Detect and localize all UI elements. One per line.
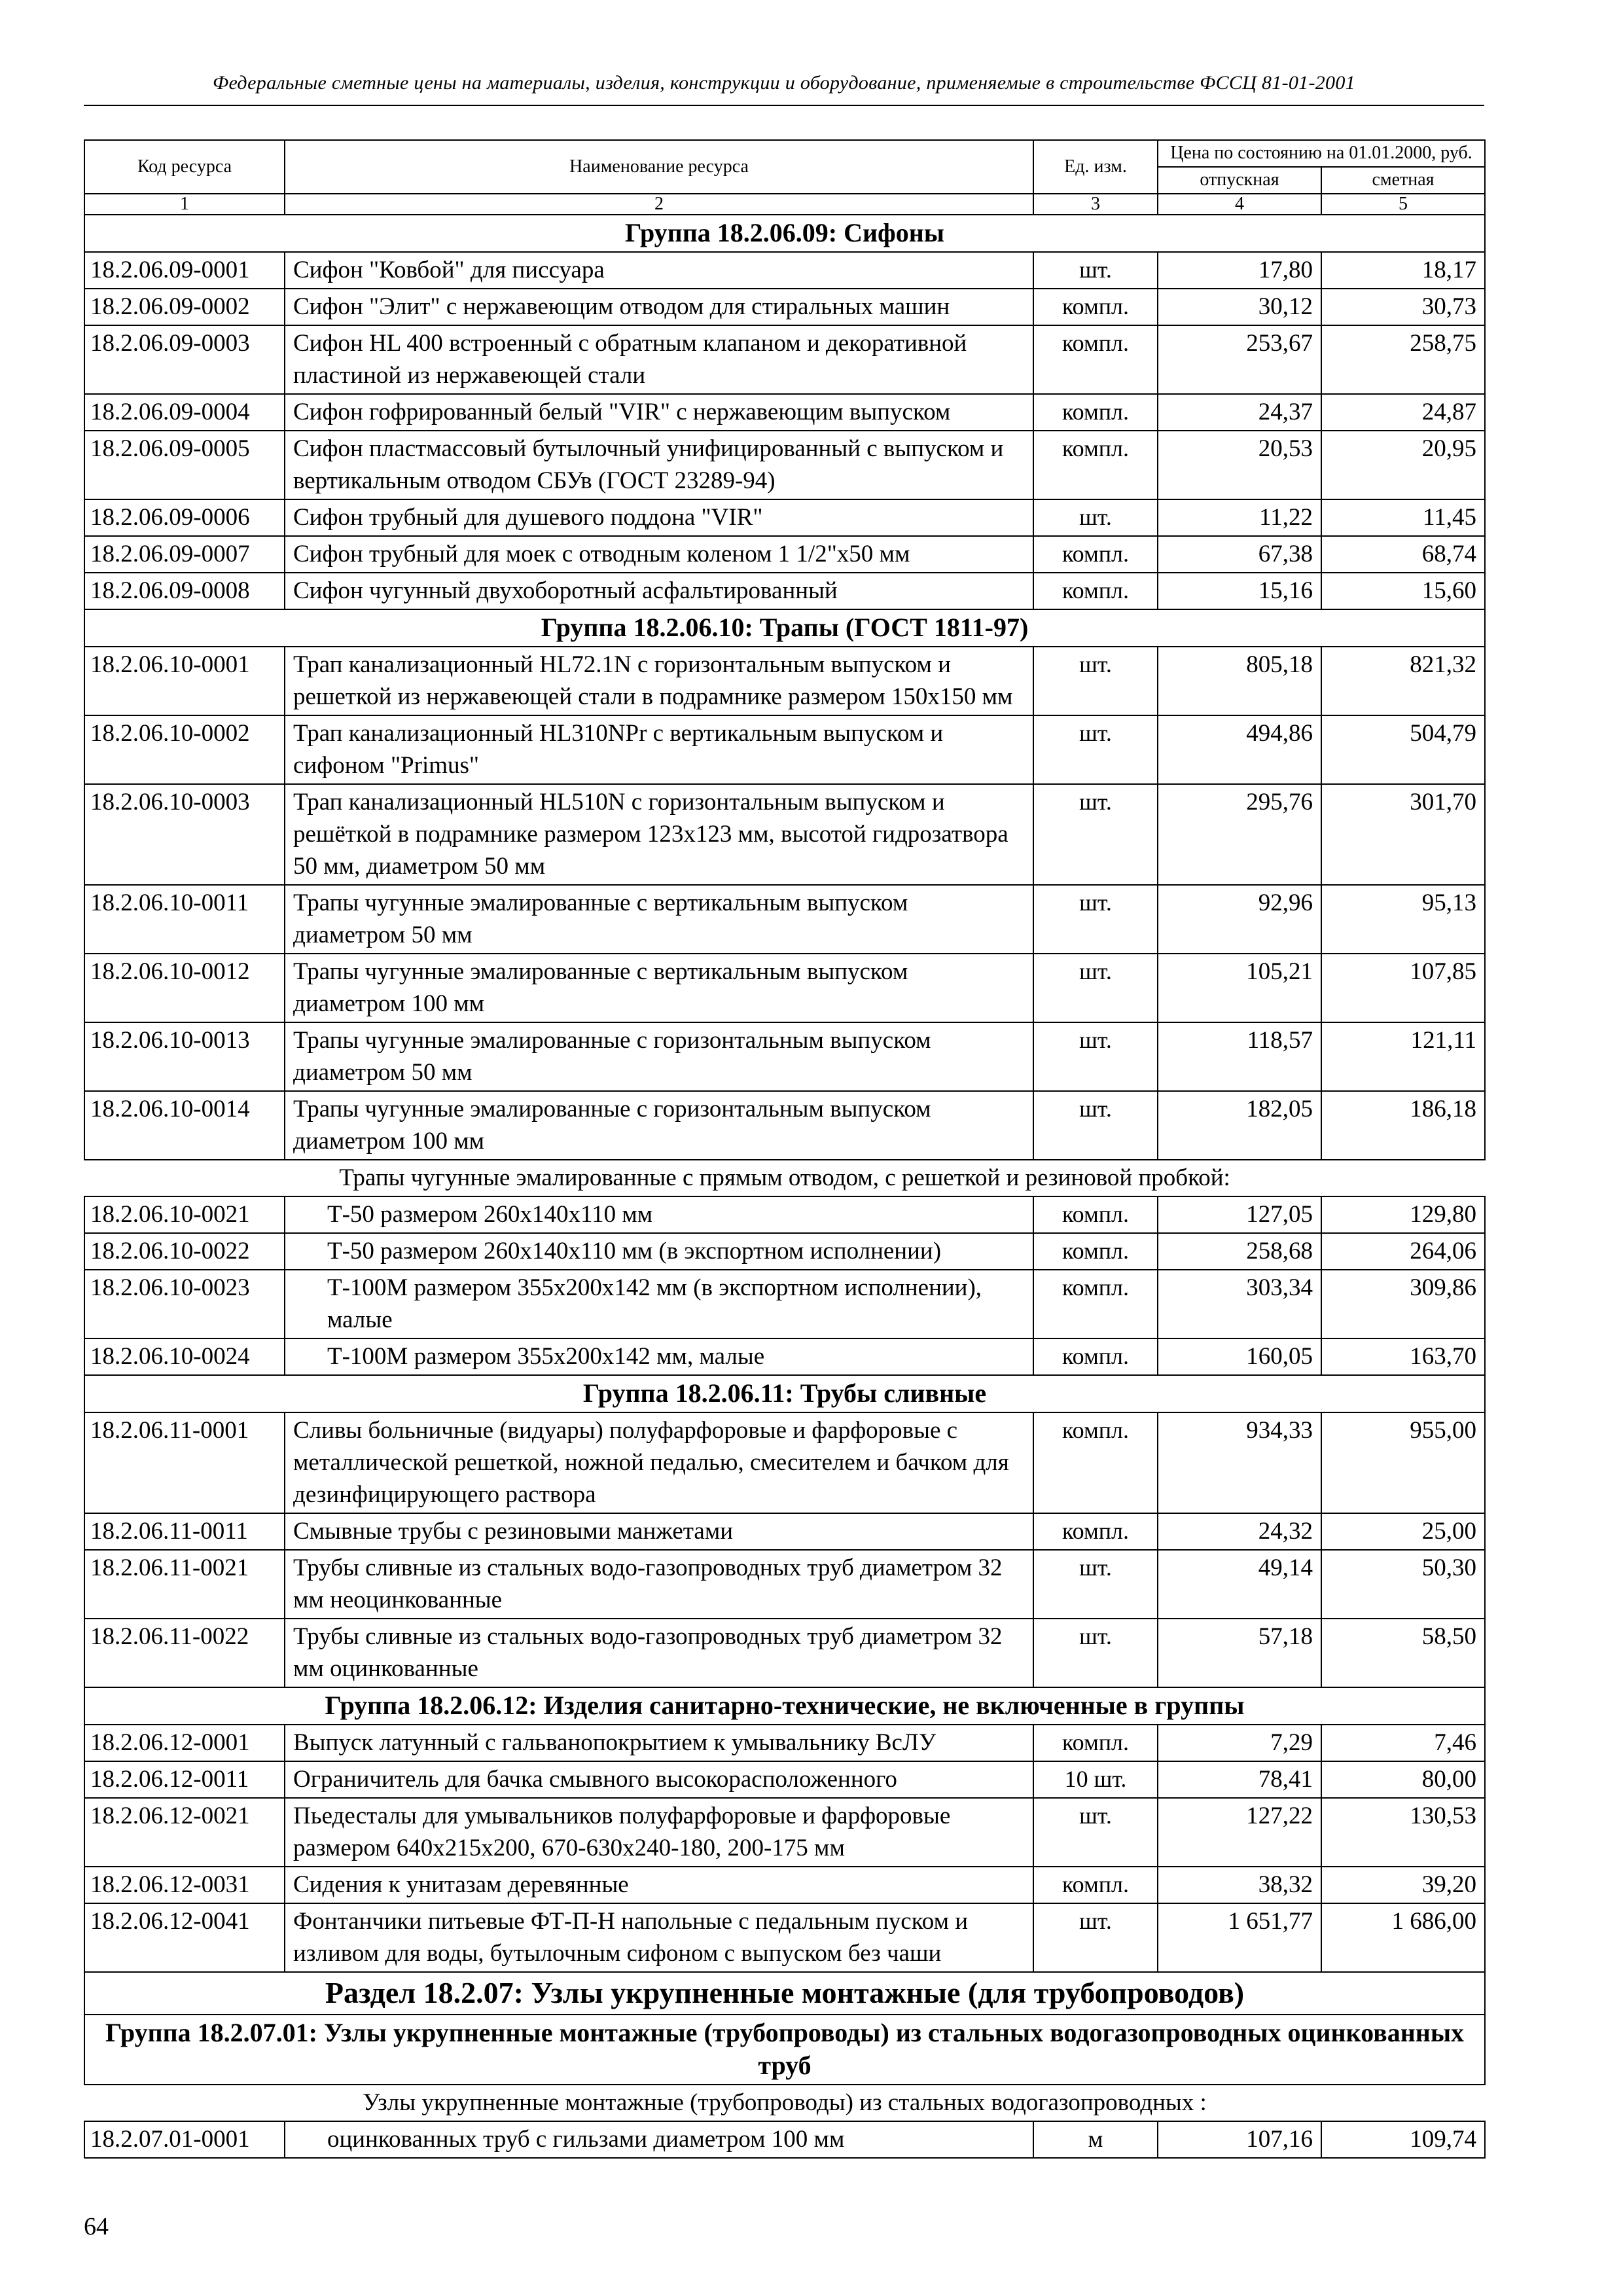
table-row: [84, 1022, 1485, 1091]
estimate-price: 1 686,00: [1321, 1903, 1485, 1972]
release-price: 1 651,77: [1158, 1903, 1321, 1972]
table-row: [84, 252, 1485, 289]
resource-name: Трапы чугунные эмалированные с горизонтальным выпуском диаметром 50 мм: [285, 1022, 1033, 1091]
release-price: 107,16: [1158, 2121, 1321, 2158]
resource-name: Т-100М размером 355х200х142 мм (в экспортном исполнении), малые: [285, 1270, 1033, 1338]
release-price: 92,96: [1158, 885, 1321, 954]
resource-unit: м: [1033, 2121, 1158, 2158]
resource-code: 18.2.06.10-0014: [84, 1091, 285, 1160]
estimate-price: 309,86: [1321, 1270, 1485, 1338]
release-price: 303,34: [1158, 1270, 1321, 1338]
resource-name: Сифон гофрированный белый "VIR" с нержавеющим выпуском: [285, 394, 1033, 431]
resource-name: Сифон трубный для душевого поддона "VIR": [285, 499, 1033, 536]
subgroup-note-row: [84, 2085, 1485, 2121]
page-number: 64: [84, 2213, 109, 2240]
release-price: 17,80: [1158, 252, 1321, 289]
estimate-price: 955,00: [1321, 1412, 1485, 1513]
header-rule: [84, 105, 1484, 106]
resource-code: 18.2.06.12-0001: [84, 1725, 285, 1761]
table-row: [84, 499, 1485, 536]
release-price: 253,67: [1158, 325, 1321, 394]
resource-name: Трап канализационный HL510N с горизонтальным выпуском и решёткой в подрамнике размером 123х123 мм, высотой гидрозатвора 50 мм, диаметром 50 мм: [285, 784, 1033, 885]
resource-name: Сифон "Ковбой" для писсуара: [285, 252, 1033, 289]
estimate-price: 58,50: [1321, 1619, 1485, 1687]
resource-code: 18.2.06.10-0021: [84, 1196, 285, 1233]
table-row: [84, 1867, 1485, 1903]
release-price: 295,76: [1158, 784, 1321, 885]
table-row: [84, 1761, 1485, 1798]
resource-code: 18.2.07.01-0001: [84, 2121, 285, 2158]
resource-unit: компл.: [1033, 1338, 1158, 1375]
resource-name: Пьедесталы для умывальников полуфарфоровые и фарфоровые размером 640х215х200, 670-630х240-180, 200-175 мм: [285, 1798, 1033, 1867]
resource-unit: компл.: [1033, 1270, 1158, 1338]
table-row: [84, 1903, 1485, 1972]
release-price: 127,05: [1158, 1196, 1321, 1233]
subgroup-note: Трапы чугунные эмалированные с прямым отводом, с решеткой и резиновой пробкой:: [84, 1160, 1485, 1196]
subgroup-note-row: [84, 1160, 1485, 1196]
resource-unit: компл.: [1033, 289, 1158, 325]
group-title: Группа 18.2.06.10: Трапы (ГОСТ 1811-97): [84, 609, 1485, 647]
group-title-row: [84, 1687, 1485, 1725]
resource-unit: компл.: [1033, 431, 1158, 499]
estimate-price: 24,87: [1321, 394, 1485, 431]
table-row: [84, 1725, 1485, 1761]
resource-unit: шт.: [1033, 885, 1158, 954]
resource-unit: шт.: [1033, 1798, 1158, 1867]
estimate-price: 68,74: [1321, 536, 1485, 573]
resource-code: 18.2.06.12-0021: [84, 1798, 285, 1867]
resource-code: 18.2.06.10-0003: [84, 784, 285, 885]
table-row: [84, 431, 1485, 499]
table-row: [84, 1798, 1485, 1867]
resource-name: Трап канализационный HL310NPr с вертикальным выпуском и сифоном "Primus": [285, 715, 1033, 784]
table-row: [84, 2121, 1485, 2158]
table-row: [84, 1091, 1485, 1160]
resource-unit: шт.: [1033, 647, 1158, 715]
estimate-price: 30,73: [1321, 289, 1485, 325]
resource-name: Сифон пластмассовый бутылочный унифицированный с выпуском и вертикальным отводом СБУв (ГОСТ 23289-94): [285, 431, 1033, 499]
resource-code: 18.2.06.09-0001: [84, 252, 285, 289]
release-price: 11,22: [1158, 499, 1321, 536]
table-row: [84, 394, 1485, 431]
group-title: Группа 18.2.06.12: Изделия санитарно-технические, не включенные в группы: [84, 1687, 1485, 1725]
estimate-price: 186,18: [1321, 1091, 1485, 1160]
resource-unit: шт.: [1033, 1903, 1158, 1972]
table-row: [84, 325, 1485, 394]
estimate-price: 50,30: [1321, 1550, 1485, 1619]
resource-unit: компл.: [1033, 536, 1158, 573]
header-unit: Ед. изм.: [1033, 140, 1158, 194]
release-price: 78,41: [1158, 1761, 1321, 1798]
estimate-price: 504,79: [1321, 715, 1485, 784]
resource-name: Сифон "Элит" с нержавеющим отводом для стиральных машин: [285, 289, 1033, 325]
column-number: 2: [285, 194, 1033, 215]
resource-code: 18.2.06.09-0007: [84, 536, 285, 573]
release-price: 258,68: [1158, 1233, 1321, 1270]
release-price: 805,18: [1158, 647, 1321, 715]
estimate-price: 258,75: [1321, 325, 1485, 394]
estimate-price: 7,46: [1321, 1725, 1485, 1761]
resource-code: 18.2.06.09-0002: [84, 289, 285, 325]
resource-unit: 10 шт.: [1033, 1761, 1158, 1798]
release-price: 24,32: [1158, 1513, 1321, 1550]
column-number: 4: [1158, 194, 1321, 215]
estimate-price: 121,11: [1321, 1022, 1485, 1091]
estimate-price: 15,60: [1321, 573, 1485, 609]
resource-unit: шт.: [1033, 715, 1158, 784]
column-number: 5: [1321, 194, 1485, 215]
resource-name: Сифон HL 400 встроенный с обратным клапаном и декоративной пластиной из нержавеющей стали: [285, 325, 1033, 394]
resource-code: 18.2.06.09-0008: [84, 573, 285, 609]
resource-unit: компл.: [1033, 1725, 1158, 1761]
table-row: [84, 784, 1485, 885]
price-table: [84, 139, 1486, 2159]
resource-unit: шт.: [1033, 1619, 1158, 1687]
resource-unit: шт.: [1033, 954, 1158, 1022]
header-release-price: отпускная: [1158, 167, 1321, 194]
resource-name: Трубы сливные из стальных водо-газопроводных труб диаметром 32 мм неоцинкованные: [285, 1550, 1033, 1619]
group-title: Группа 18.2.06.11: Трубы сливные: [84, 1375, 1485, 1412]
header-estimate-price: сметная: [1321, 167, 1485, 194]
resource-name: Ограничитель для бачка смывного высокорасположенного: [285, 1761, 1033, 1798]
resource-unit: компл.: [1033, 1233, 1158, 1270]
table-row: [84, 1196, 1485, 1233]
resource-name: Выпуск латунный с гальванопокрытием к умывальнику ВсЛУ: [285, 1725, 1033, 1761]
estimate-price: 301,70: [1321, 784, 1485, 885]
header-price: Цена по состоянию на 01.01.2000, руб.: [1158, 140, 1485, 167]
resource-code: 18.2.06.11-0011: [84, 1513, 285, 1550]
release-price: 15,16: [1158, 573, 1321, 609]
release-price: 24,37: [1158, 394, 1321, 431]
resource-name: Трапы чугунные эмалированные с горизонтальным выпуском диаметром 100 мм: [285, 1091, 1033, 1160]
resource-unit: шт.: [1033, 1091, 1158, 1160]
header-name: Наименование ресурса: [285, 140, 1033, 194]
resource-code: 18.2.06.10-0013: [84, 1022, 285, 1091]
resource-unit: компл.: [1033, 1196, 1158, 1233]
table-row: [84, 954, 1485, 1022]
header-code: Код ресурса: [84, 140, 285, 194]
group-title-row: [84, 215, 1485, 252]
group-title: Группа 18.2.07.01: Узлы укрупненные монтажные (трубопроводы) из стальных водогазопроводных оцинкованных труб: [84, 2015, 1485, 2085]
table-row: [84, 536, 1485, 573]
resource-name: Фонтанчики питьевые ФТ-П-Н напольные с педальным пуском и изливом для воды, бутылочным сифоном с выпуском без чаши: [285, 1903, 1033, 1972]
table-header-row: [84, 140, 1485, 167]
group-title-row: [84, 1375, 1485, 1412]
column-number: 3: [1033, 194, 1158, 215]
release-price: 160,05: [1158, 1338, 1321, 1375]
resource-name: Т-100М размером 355х200х142 мм, малые: [285, 1338, 1033, 1375]
estimate-price: 264,06: [1321, 1233, 1485, 1270]
resource-unit: компл.: [1033, 1867, 1158, 1903]
release-price: 934,33: [1158, 1412, 1321, 1513]
resource-code: 18.2.06.10-0023: [84, 1270, 285, 1338]
release-price: 20,53: [1158, 431, 1321, 499]
resource-code: 18.2.06.10-0001: [84, 647, 285, 715]
table-body: [84, 140, 1485, 2158]
group-title-row: [84, 609, 1485, 647]
resource-code: 18.2.06.11-0021: [84, 1550, 285, 1619]
resource-name: Трапы чугунные эмалированные с вертикальным выпуском диаметром 50 мм: [285, 885, 1033, 954]
table-row: [84, 885, 1485, 954]
resource-code: 18.2.06.09-0006: [84, 499, 285, 536]
resource-unit: шт.: [1033, 1022, 1158, 1091]
resource-code: 18.2.06.10-0011: [84, 885, 285, 954]
table-row: [84, 1412, 1485, 1513]
estimate-price: 129,80: [1321, 1196, 1485, 1233]
section-title: Раздел 18.2.07: Узлы укрупненные монтажные (для трубопроводов): [84, 1972, 1485, 2015]
resource-code: 18.2.06.09-0004: [84, 394, 285, 431]
table-row: [84, 647, 1485, 715]
running-header: Федеральные сметные цены на материалы, изделия, конструкции и оборудование, применяемые в строительстве ФССЦ 81-01-2001: [213, 72, 1355, 94]
resource-name: Сифон трубный для моек с отводным коленом 1 1/2"х50 мм: [285, 536, 1033, 573]
release-price: 57,18: [1158, 1619, 1321, 1687]
release-price: 105,21: [1158, 954, 1321, 1022]
table-row: [84, 715, 1485, 784]
table-row: [84, 1550, 1485, 1619]
release-price: 494,86: [1158, 715, 1321, 784]
resource-name: Трубы сливные из стальных водо-газопроводных труб диаметром 32 мм оцинкованные: [285, 1619, 1033, 1687]
estimate-price: 163,70: [1321, 1338, 1485, 1375]
resource-name: оцинкованных труб с гильзами диаметром 100 мм: [285, 2121, 1033, 2158]
subgroup-note: Узлы укрупненные монтажные (трубопроводы) из стальных водогазопроводных :: [84, 2085, 1485, 2121]
table-row: [84, 289, 1485, 325]
resource-code: 18.2.06.12-0011: [84, 1761, 285, 1798]
release-price: 38,32: [1158, 1867, 1321, 1903]
estimate-price: 80,00: [1321, 1761, 1485, 1798]
estimate-price: 107,85: [1321, 954, 1485, 1022]
resource-code: 18.2.06.10-0012: [84, 954, 285, 1022]
group-title-row: [84, 2015, 1485, 2085]
resource-unit: шт.: [1033, 1550, 1158, 1619]
release-price: 7,29: [1158, 1725, 1321, 1761]
estimate-price: 11,45: [1321, 499, 1485, 536]
table-row: [84, 1270, 1485, 1338]
resource-unit: шт.: [1033, 499, 1158, 536]
resource-name: Сифон чугунный двухоборотный асфальтированный: [285, 573, 1033, 609]
release-price: 182,05: [1158, 1091, 1321, 1160]
group-title: Группа 18.2.06.09: Сифоны: [84, 215, 1485, 252]
resource-code: 18.2.06.11-0022: [84, 1619, 285, 1687]
resource-name: Т-50 размером 260х140х110 мм: [285, 1196, 1033, 1233]
estimate-price: 25,00: [1321, 1513, 1485, 1550]
estimate-price: 20,95: [1321, 431, 1485, 499]
section-title-row: [84, 1972, 1485, 2015]
resource-code: 18.2.06.10-0024: [84, 1338, 285, 1375]
estimate-price: 95,13: [1321, 885, 1485, 954]
resource-unit: компл.: [1033, 325, 1158, 394]
estimate-price: 109,74: [1321, 2121, 1485, 2158]
resource-unit: компл.: [1033, 573, 1158, 609]
table-row: [84, 1338, 1485, 1375]
estimate-price: 18,17: [1321, 252, 1485, 289]
resource-name: Т-50 размером 260х140х110 мм (в экспортном исполнении): [285, 1233, 1033, 1270]
release-price: 67,38: [1158, 536, 1321, 573]
resource-code: 18.2.06.11-0001: [84, 1412, 285, 1513]
table-row: [84, 1619, 1485, 1687]
resource-name: Трапы чугунные эмалированные с вертикальным выпуском диаметром 100 мм: [285, 954, 1033, 1022]
release-price: 30,12: [1158, 289, 1321, 325]
release-price: 118,57: [1158, 1022, 1321, 1091]
resource-code: 18.2.06.12-0031: [84, 1867, 285, 1903]
resource-unit: шт.: [1033, 784, 1158, 885]
estimate-price: 130,53: [1321, 1798, 1485, 1867]
column-number: 1: [84, 194, 285, 215]
resource-name: Трап канализационный HL72.1N с горизонтальным выпуском и решеткой из нержавеющей стали в подрамнике размером 150х150 мм: [285, 647, 1033, 715]
table-row: [84, 573, 1485, 609]
resource-code: 18.2.06.09-0005: [84, 431, 285, 499]
resource-unit: шт.: [1033, 252, 1158, 289]
release-price: 127,22: [1158, 1798, 1321, 1867]
resource-code: 18.2.06.10-0022: [84, 1233, 285, 1270]
resource-name: Смывные трубы с резиновыми манжетами: [285, 1513, 1033, 1550]
column-number-row: [84, 194, 1485, 215]
resource-unit: компл.: [1033, 1513, 1158, 1550]
resource-code: 18.2.06.12-0041: [84, 1903, 285, 1972]
table-row: [84, 1233, 1485, 1270]
resource-code: 18.2.06.10-0002: [84, 715, 285, 784]
table-row: [84, 1513, 1485, 1550]
release-price: 49,14: [1158, 1550, 1321, 1619]
resource-unit: компл.: [1033, 394, 1158, 431]
resource-unit: компл.: [1033, 1412, 1158, 1513]
resource-name: Сливы больничные (видуары) полуфарфоровые и фарфоровые с металлической решеткой, ножной педалью, смесителем и бачком для дезинфицирующего раствора: [285, 1412, 1033, 1513]
estimate-price: 821,32: [1321, 647, 1485, 715]
estimate-price: 39,20: [1321, 1867, 1485, 1903]
resource-name: Сидения к унитазам деревянные: [285, 1867, 1033, 1903]
resource-code: 18.2.06.09-0003: [84, 325, 285, 394]
